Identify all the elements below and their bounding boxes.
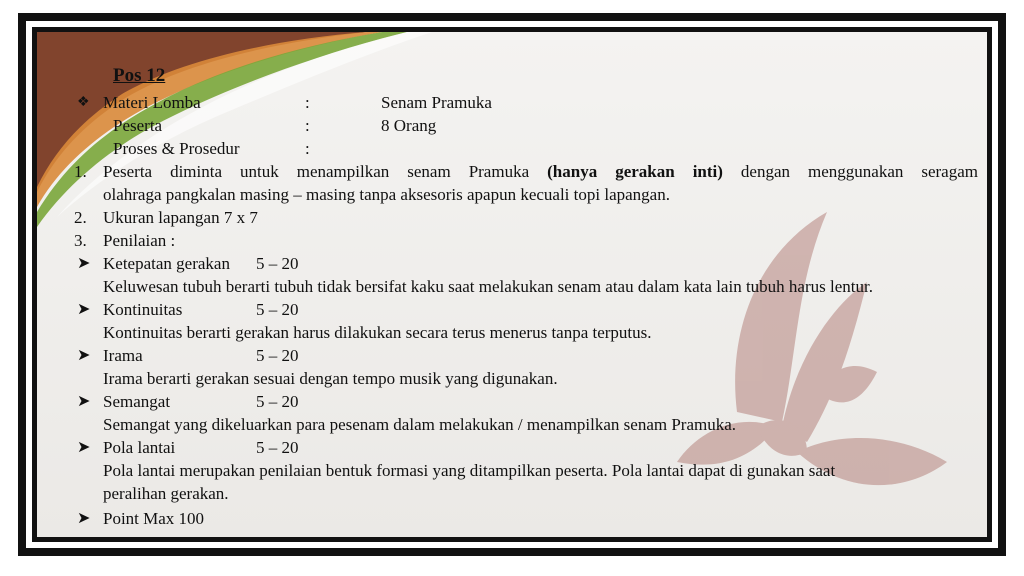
page-title: Pos 12 [113, 65, 166, 86]
list-item-3: Penilaian : [103, 231, 176, 250]
list-item-2: Ukuran lapangan 7 x 7 [103, 208, 258, 227]
arrow-bullet-icon: ➤ [77, 301, 91, 318]
peserta-label: Peserta [113, 116, 163, 135]
arrow-bullet-icon: ➤ [77, 393, 91, 410]
point-max: Point Max 100 [103, 509, 205, 528]
peserta-colon: : [305, 116, 310, 135]
arrow-bullet-icon: ➤ [77, 510, 91, 527]
criteria-name: Semangat [103, 392, 171, 411]
peserta-value: 8 Orang [381, 116, 437, 135]
arrow-bullet-icon: ➤ [77, 439, 91, 456]
proses-label: Proses & Prosedur [113, 139, 240, 158]
arrow-bullet-icon: ➤ [77, 347, 91, 364]
criteria-score: 5 – 20 [256, 346, 299, 365]
criteria-description: Semangat yang dikeluarkan para pesenam dalam melakukan / menampilkan senam Pramuka. [103, 415, 737, 434]
criteria-description-cont: peralihan gerakan. [103, 484, 229, 503]
diamond-bullet-icon: ❖ [77, 95, 90, 110]
criteria-description: Keluwesan tubuh berarti tubuh tidak bersifat kaku saat melakukan senam atau dalam kata lain tubuh harus lentur. [103, 277, 873, 296]
criteria-name: Ketepatan gerakan [103, 254, 230, 273]
list-item-1-line1: Peserta diminta untuk menampilkan senam Pramuka (hanya gerakan inti) dengan menggunakan seragam [103, 162, 978, 181]
criteria-description: Irama berarti gerakan sesuai dengan tempo musik yang digunakan. [103, 369, 558, 388]
criteria-name: Pola lantai [103, 438, 176, 457]
list-number-3: 3. [74, 231, 87, 250]
criteria-description: Pola lantai merupakan penilaian bentuk formasi yang ditampilkan peserta. Pola lantai dapat di gunakan saat [103, 461, 836, 480]
materi-colon: : [305, 93, 310, 112]
list-number-2: 2. [74, 208, 87, 227]
criteria-description: Kontinuitas berarti gerakan harus dilakukan secara terus menerus tanpa terputus. [103, 323, 652, 342]
criteria-score: 5 – 20 [256, 300, 299, 319]
criteria-score: 5 – 20 [256, 392, 299, 411]
criteria-name: Kontinuitas [103, 300, 183, 319]
proses-colon: : [305, 139, 310, 158]
materi-label: Materi Lomba [103, 93, 201, 112]
criteria-score: 5 – 20 [256, 438, 299, 457]
list-item-1-line2: olahraga pangkalan masing – masing tanpa aksesoris apapun kecuali topi lapangan. [103, 185, 670, 204]
criteria-score: 5 – 20 [256, 254, 299, 273]
criteria-name: Irama [103, 346, 143, 365]
arrow-bullet-icon: ➤ [77, 255, 91, 272]
list-number-1: 1. [74, 162, 87, 181]
slide [37, 32, 987, 537]
materi-value: Senam Pramuka [381, 93, 492, 112]
